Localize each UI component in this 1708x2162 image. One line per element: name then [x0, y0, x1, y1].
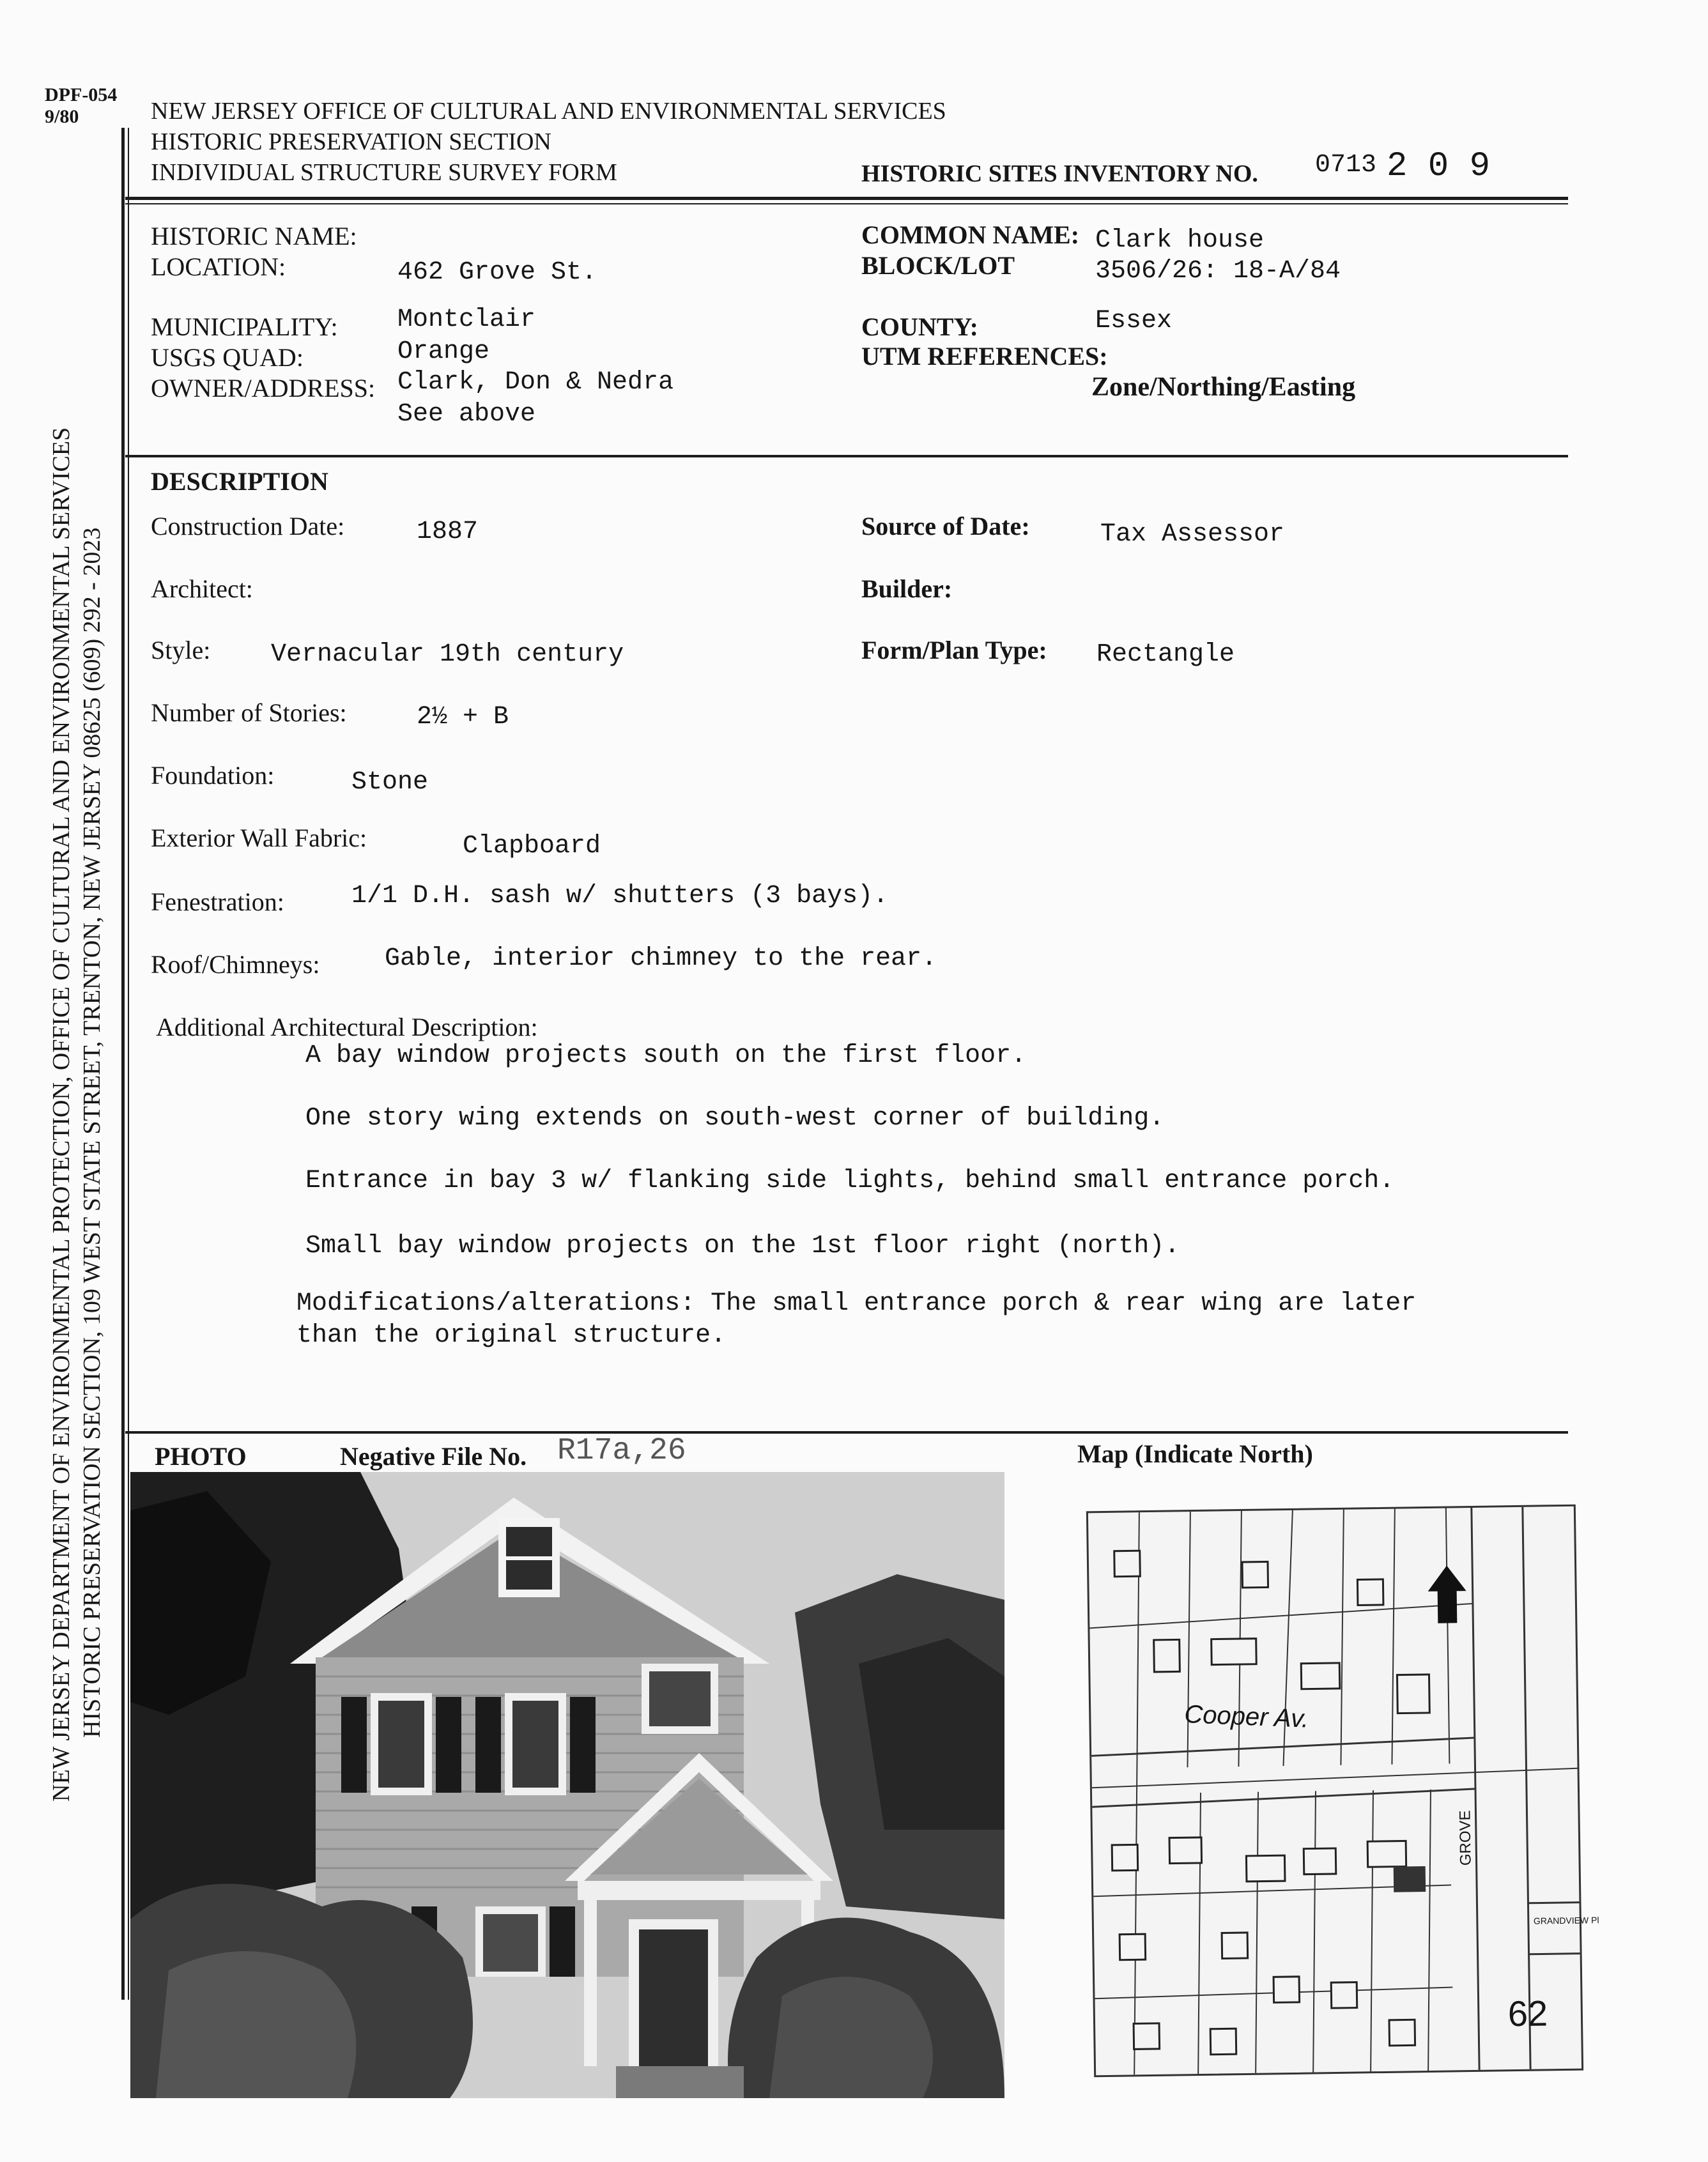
- house-photo-drawing: [130, 1472, 1004, 2098]
- style-value: Vernacular 19th century: [271, 640, 624, 669]
- agency-title: NEW JERSEY OFFICE OF CULTURAL AND ENVIRONMENTAL SERVICES: [151, 98, 946, 125]
- block-lot-label: BLOCK/LOT: [861, 251, 1015, 280]
- inventory-label: HISTORIC SITES INVENTORY NO.: [861, 160, 1258, 187]
- modifications-line-2: than the original structure.: [296, 1321, 727, 1350]
- source-of-date-label: Source of Date:: [861, 512, 1030, 540]
- stories-label: Number of Stories:: [151, 698, 347, 727]
- builder-label: Builder:: [861, 574, 953, 603]
- fenestration-label: Fenestration:: [151, 887, 284, 916]
- map-street-cooper: Cooper Av.: [1183, 1700, 1310, 1733]
- fenestration-value: 1/1 D.H. sash w/ shutters (3 bays).: [351, 882, 889, 910]
- historic-name-label: HISTORIC NAME:: [151, 222, 357, 250]
- map-label: Map (Indicate North): [1077, 1439, 1313, 1468]
- owner-address-value-2: See above: [397, 400, 536, 429]
- header-rule: [125, 197, 1568, 200]
- inventory-suffix: 2 0 9: [1387, 147, 1491, 186]
- location-value: 462 Grove St.: [397, 258, 597, 287]
- construction-date-label: Construction Date:: [151, 512, 345, 540]
- foundation-value: Stone: [351, 768, 429, 797]
- architect-label: Architect:: [151, 574, 253, 603]
- block-lot-value: 3506/26: 18-A/84: [1095, 257, 1341, 286]
- owner-address-label: OWNER/ADDRESS:: [151, 374, 376, 402]
- map-page-number: 62: [1507, 1993, 1548, 2034]
- form-title: INDIVIDUAL STRUCTURE SURVEY FORM: [151, 159, 617, 186]
- foundation-label: Foundation:: [151, 761, 275, 790]
- section-title: HISTORIC PRESERVATION SECTION: [151, 128, 551, 155]
- usgs-quad-value: Orange: [397, 337, 490, 366]
- owner-address-value: Clark, Don & Nedra: [397, 368, 674, 397]
- roof-chimneys-label: Roof/Chimneys:: [151, 950, 320, 979]
- description-heading: DESCRIPTION: [151, 467, 328, 496]
- negative-file-label: Negative File No.: [340, 1442, 527, 1471]
- construction-date-value: 1887: [417, 518, 479, 546]
- form-code-number: DPF-054: [45, 84, 118, 105]
- form-code-date: 9/80: [45, 106, 79, 127]
- additional-line-2: One story wing extends on south-west corner of building.: [305, 1104, 1165, 1133]
- map-street-grove: GROVE: [1456, 1810, 1475, 1866]
- style-label: Style:: [151, 636, 211, 664]
- location-map: [1086, 1505, 1599, 2078]
- county-label: COUNTY:: [861, 312, 978, 341]
- negative-file-value: R17a,26: [557, 1434, 686, 1468]
- roof-chimneys-value: Gable, interior chimney to the rear.: [385, 944, 937, 973]
- additional-line-1: A bay window projects south on the first floor.: [305, 1041, 1027, 1070]
- stories-value: 2½ + B: [417, 703, 509, 732]
- form-plan-type-value: Rectangle: [1096, 640, 1235, 669]
- additional-line-4: Small bay window projects on the 1st floor right (north).: [305, 1232, 1180, 1261]
- utm-subheading: Zone/Northing/Easting: [1091, 372, 1356, 402]
- additional-description-label: Additional Architectural Description:: [156, 1013, 538, 1041]
- county-value: Essex: [1095, 307, 1173, 335]
- usgs-quad-label: USGS QUAD:: [151, 343, 304, 372]
- form-code: [45, 84, 117, 128]
- location-map-drawing: [1088, 1506, 1581, 2076]
- common-name-value: Clark house: [1095, 226, 1265, 255]
- map-street-grandview: GRANDVIEW Pl: [1533, 1915, 1599, 1926]
- common-name-label: COMMON NAME:: [861, 220, 1080, 249]
- utm-references-label: UTM REFERENCES:: [861, 342, 1108, 371]
- side-address-line1: NEW JERSEY DEPARTMENT OF ENVIRONMENTAL PROTECTION, OFFICE OF CULTURAL AND ENVIRONMENTAL SERVICES: [48, 427, 75, 1802]
- municipality-label: MUNICIPALITY:: [151, 312, 338, 341]
- form-plan-type-label: Form/Plan Type:: [861, 636, 1047, 664]
- inventory-prefix: 0713: [1315, 151, 1377, 180]
- source-of-date-value: Tax Assessor: [1100, 520, 1285, 549]
- side-address-line2: HISTORIC PRESERVATION SECTION, 109 WEST STATE STREET, TRENTON, NEW JERSEY 08625 (609) 292 - 2023: [79, 527, 105, 1738]
- photo-label: PHOTO: [155, 1442, 247, 1471]
- exterior-wall-label: Exterior Wall Fabric:: [151, 824, 367, 852]
- modifications-line-1: Modifications/alterations: The small entrance porch & rear wing are later: [296, 1289, 1417, 1318]
- header-rule-thin: [125, 203, 1568, 204]
- location-label: LOCATION:: [151, 252, 286, 281]
- identification-rule: [125, 455, 1568, 457]
- exterior-wall-value: Clapboard: [463, 832, 601, 861]
- municipality-value: Montclair: [397, 305, 536, 334]
- left-border: [121, 128, 125, 2000]
- left-border-inner: [128, 128, 129, 2000]
- house-photo: [130, 1472, 1004, 2098]
- additional-line-3: Entrance in bay 3 w/ flanking side lights, behind small entrance porch.: [305, 1167, 1395, 1195]
- photo-section-rule: [125, 1431, 1568, 1434]
